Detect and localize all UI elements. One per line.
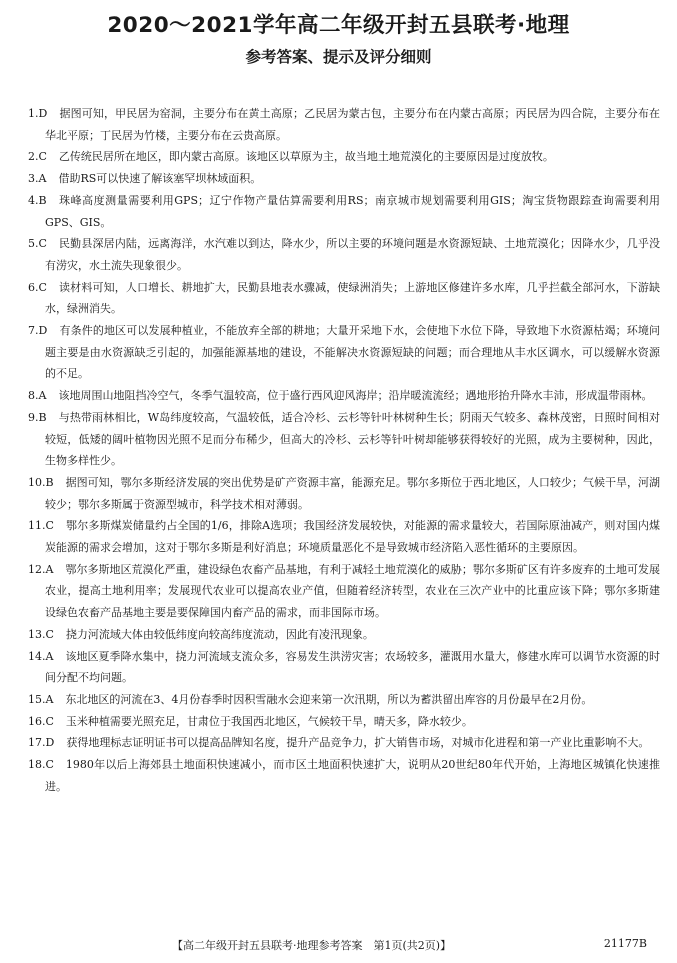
answer-explanation: 与热带雨林相比，W岛纬度较高，气温较低，适合冷杉、云杉等针叶林树种生长；阴雨天气较多、森林茂密，日照时间相对较短，低矮的阔叶植物因光照不足而分布稀少，但高大的冷杉、云杉等针叶树却能够获得较好的光照，成为主要树种，因此，生物多样性少。 <box>45 410 660 468</box>
answer-item <box>28 711 660 733</box>
answer-explanation: 珠峰高度测量需要利用GPS；辽宁作物产量估算需要利用RS；南京城市规划需要利用GIS；淘宝货物跟踪查询需要利用GPS、GIS。 <box>45 193 660 229</box>
answer-number: 4.B <box>28 193 47 207</box>
page-subtitle: 参考答案、提示及评分细则 <box>245 48 432 66</box>
answer-number: 1.D <box>28 107 48 120</box>
answer-number: 9.B <box>28 410 47 424</box>
answer-number: 17.D <box>28 736 55 750</box>
answer-explanation: 获得地理标志证明证书可以提高品牌知名度，提升产品竞争力，扩大销售市场，对城市化进程和第一产业比重影响不大。 <box>66 736 650 750</box>
answer-item <box>28 277 660 320</box>
answer-explanation: 鄂尔多斯地区荒漠化严重，建设绿色农畜产品基地，有利于减轻土地荒漠化的威胁；鄂尔多斯矿区有许多废弃的土地可发展农业，提高土地利用率；发展现代农业可以提高农业产值，但随着经济转型，农业在三次产业中的比重应该下降；鄂尔多斯建设绿色农畜产品基地主要是要保障国内畜产品的需求，而非国际市场。 <box>45 562 660 620</box>
answer-number: 8.A <box>28 389 47 403</box>
page-footer <box>0 937 677 955</box>
answer-item <box>28 385 660 407</box>
answer-item <box>28 233 660 276</box>
answer-item <box>28 168 660 190</box>
footer-code: 21177B <box>603 937 647 950</box>
answer-explanation: 东北地区的河流在3、4月份春季时因积雪融水会迎来第一次汛期，所以为蓄洪留出库容的月份最早在2月份。 <box>65 692 593 706</box>
answer-number: 15.A <box>28 692 54 706</box>
footer-text: 【高二年级开封五县联考·地理参考答案 第1页(共2页)】 <box>172 939 452 952</box>
answer-explanation: 该地周围山地阻挡冷空气，冬季气温较高，位于盛行西风迎风海岸；沿岸暖流流经；遇地形抬升降水丰沛，形成温带雨林。 <box>58 389 653 403</box>
answer-explanation: 据图可知，鄂尔多斯经济发展的突出优势是矿产资源丰富，能源充足。鄂尔多斯位于西北地区，人口较少；气候干旱，河湖较少；鄂尔多斯属于资源型城市，科学技术相对薄弱。 <box>45 475 660 511</box>
answer-explanation: 玉米种植需要光照充足，甘肃位于我国西北地区，气候较干旱，晴天多，降水较少。 <box>65 714 473 728</box>
answer-number: 2.C <box>28 150 47 164</box>
answer-explanation: 有条件的地区可以发展种植业，不能放弃全部的耕地；大量开采地下水，会使地下水位下降，导致地下水资源枯竭；环境问题主要是由水资源缺乏引起的，加强能源基地的建设，不能解决水资源短缺的问题；而合理地从丰水区调水，可以缓解水资源的不足。 <box>45 324 660 381</box>
answer-item <box>28 689 660 711</box>
answer-item <box>28 472 660 515</box>
answer-item <box>28 103 660 146</box>
answer-number: 6.C <box>28 280 47 294</box>
answer-number: 13.C <box>28 627 54 641</box>
answer-explanation: 借助RS可以快速了解该塞罕坝林域面积。 <box>58 172 262 186</box>
answer-number: 14.A <box>28 649 54 663</box>
answer-explanation: 1980年以后上海郊县土地面积快速减小，而市区土地面积快速扩大，说明从20世纪80年代开始，上海地区城镇化快速推进。 <box>45 758 660 793</box>
answer-number: 3.A <box>28 172 47 186</box>
answer-item <box>28 732 660 754</box>
answer-list <box>28 103 660 798</box>
answer-item <box>28 190 660 233</box>
answer-item <box>28 407 660 472</box>
answer-number: 7.D <box>28 324 48 338</box>
answer-explanation: 读材料可知，人口增长、耕地扩大，民勤县地表水骤减，使绿洲消失；上游地区修建许多水库，几乎拦截全部河水，下游缺水，绿洲消失。 <box>45 280 660 316</box>
page-title: 2020～2021学年高二年级开封五县联考·地理 <box>107 13 570 38</box>
answer-item <box>28 146 660 168</box>
answer-explanation: 鄂尔多斯煤炭储量约占全国的1/6，排除A选项；我国经济发展较快，对能源的需求量较大，若国际原油减产，则对国内煤炭能源的需求会增加，这对于鄂尔多斯是利好消息；环境质量恶化不是导致城市经济陷入恶性循环的主要原因。 <box>45 519 660 555</box>
answer-item <box>28 646 660 689</box>
answer-explanation: 该地区夏季降水集中，挠力河流域支流众多，容易发生洪涝灾害；农场较多，灌溉用水量大，修建水库可以调节水资源的时间分配不均问题。 <box>45 649 660 685</box>
answer-explanation: 乙传统民居所在地区，即内蒙古高原。该地区以草原为主，故当地土地荒漠化的主要原因是过度放牧。 <box>58 150 554 164</box>
answer-number: 18.C <box>28 758 54 772</box>
answer-explanation: 挠力河流域大体由较低纬度向较高纬度流动，因此有凌汛现象。 <box>65 627 374 641</box>
answer-item <box>28 515 660 558</box>
answer-number: 12.A <box>28 562 54 576</box>
answer-number: 11.C <box>28 519 54 533</box>
answer-item <box>28 624 660 646</box>
answer-explanation: 据图可知，甲民居为窑洞，主要分布在黄土高原；乙民居为蒙古包，主要分布在内蒙古高原；丙民居为四合院，主要分布在华北平原；丁民居为竹楼，主要分布在云贵高原。 <box>45 107 660 142</box>
answer-number: 10.B <box>28 475 54 489</box>
answer-item <box>28 559 660 624</box>
answer-explanation: 民勤县深居内陆，远离海洋，水汽难以到达，降水少，所以主要的环境问题是水资源短缺、土地荒漠化；因降水少，几乎没有涝灾，水土流失现象很少。 <box>45 237 660 272</box>
answer-item <box>28 754 660 797</box>
answer-number: 16.C <box>28 714 54 728</box>
answer-number: 5.C <box>28 237 47 251</box>
answer-item <box>28 320 660 385</box>
